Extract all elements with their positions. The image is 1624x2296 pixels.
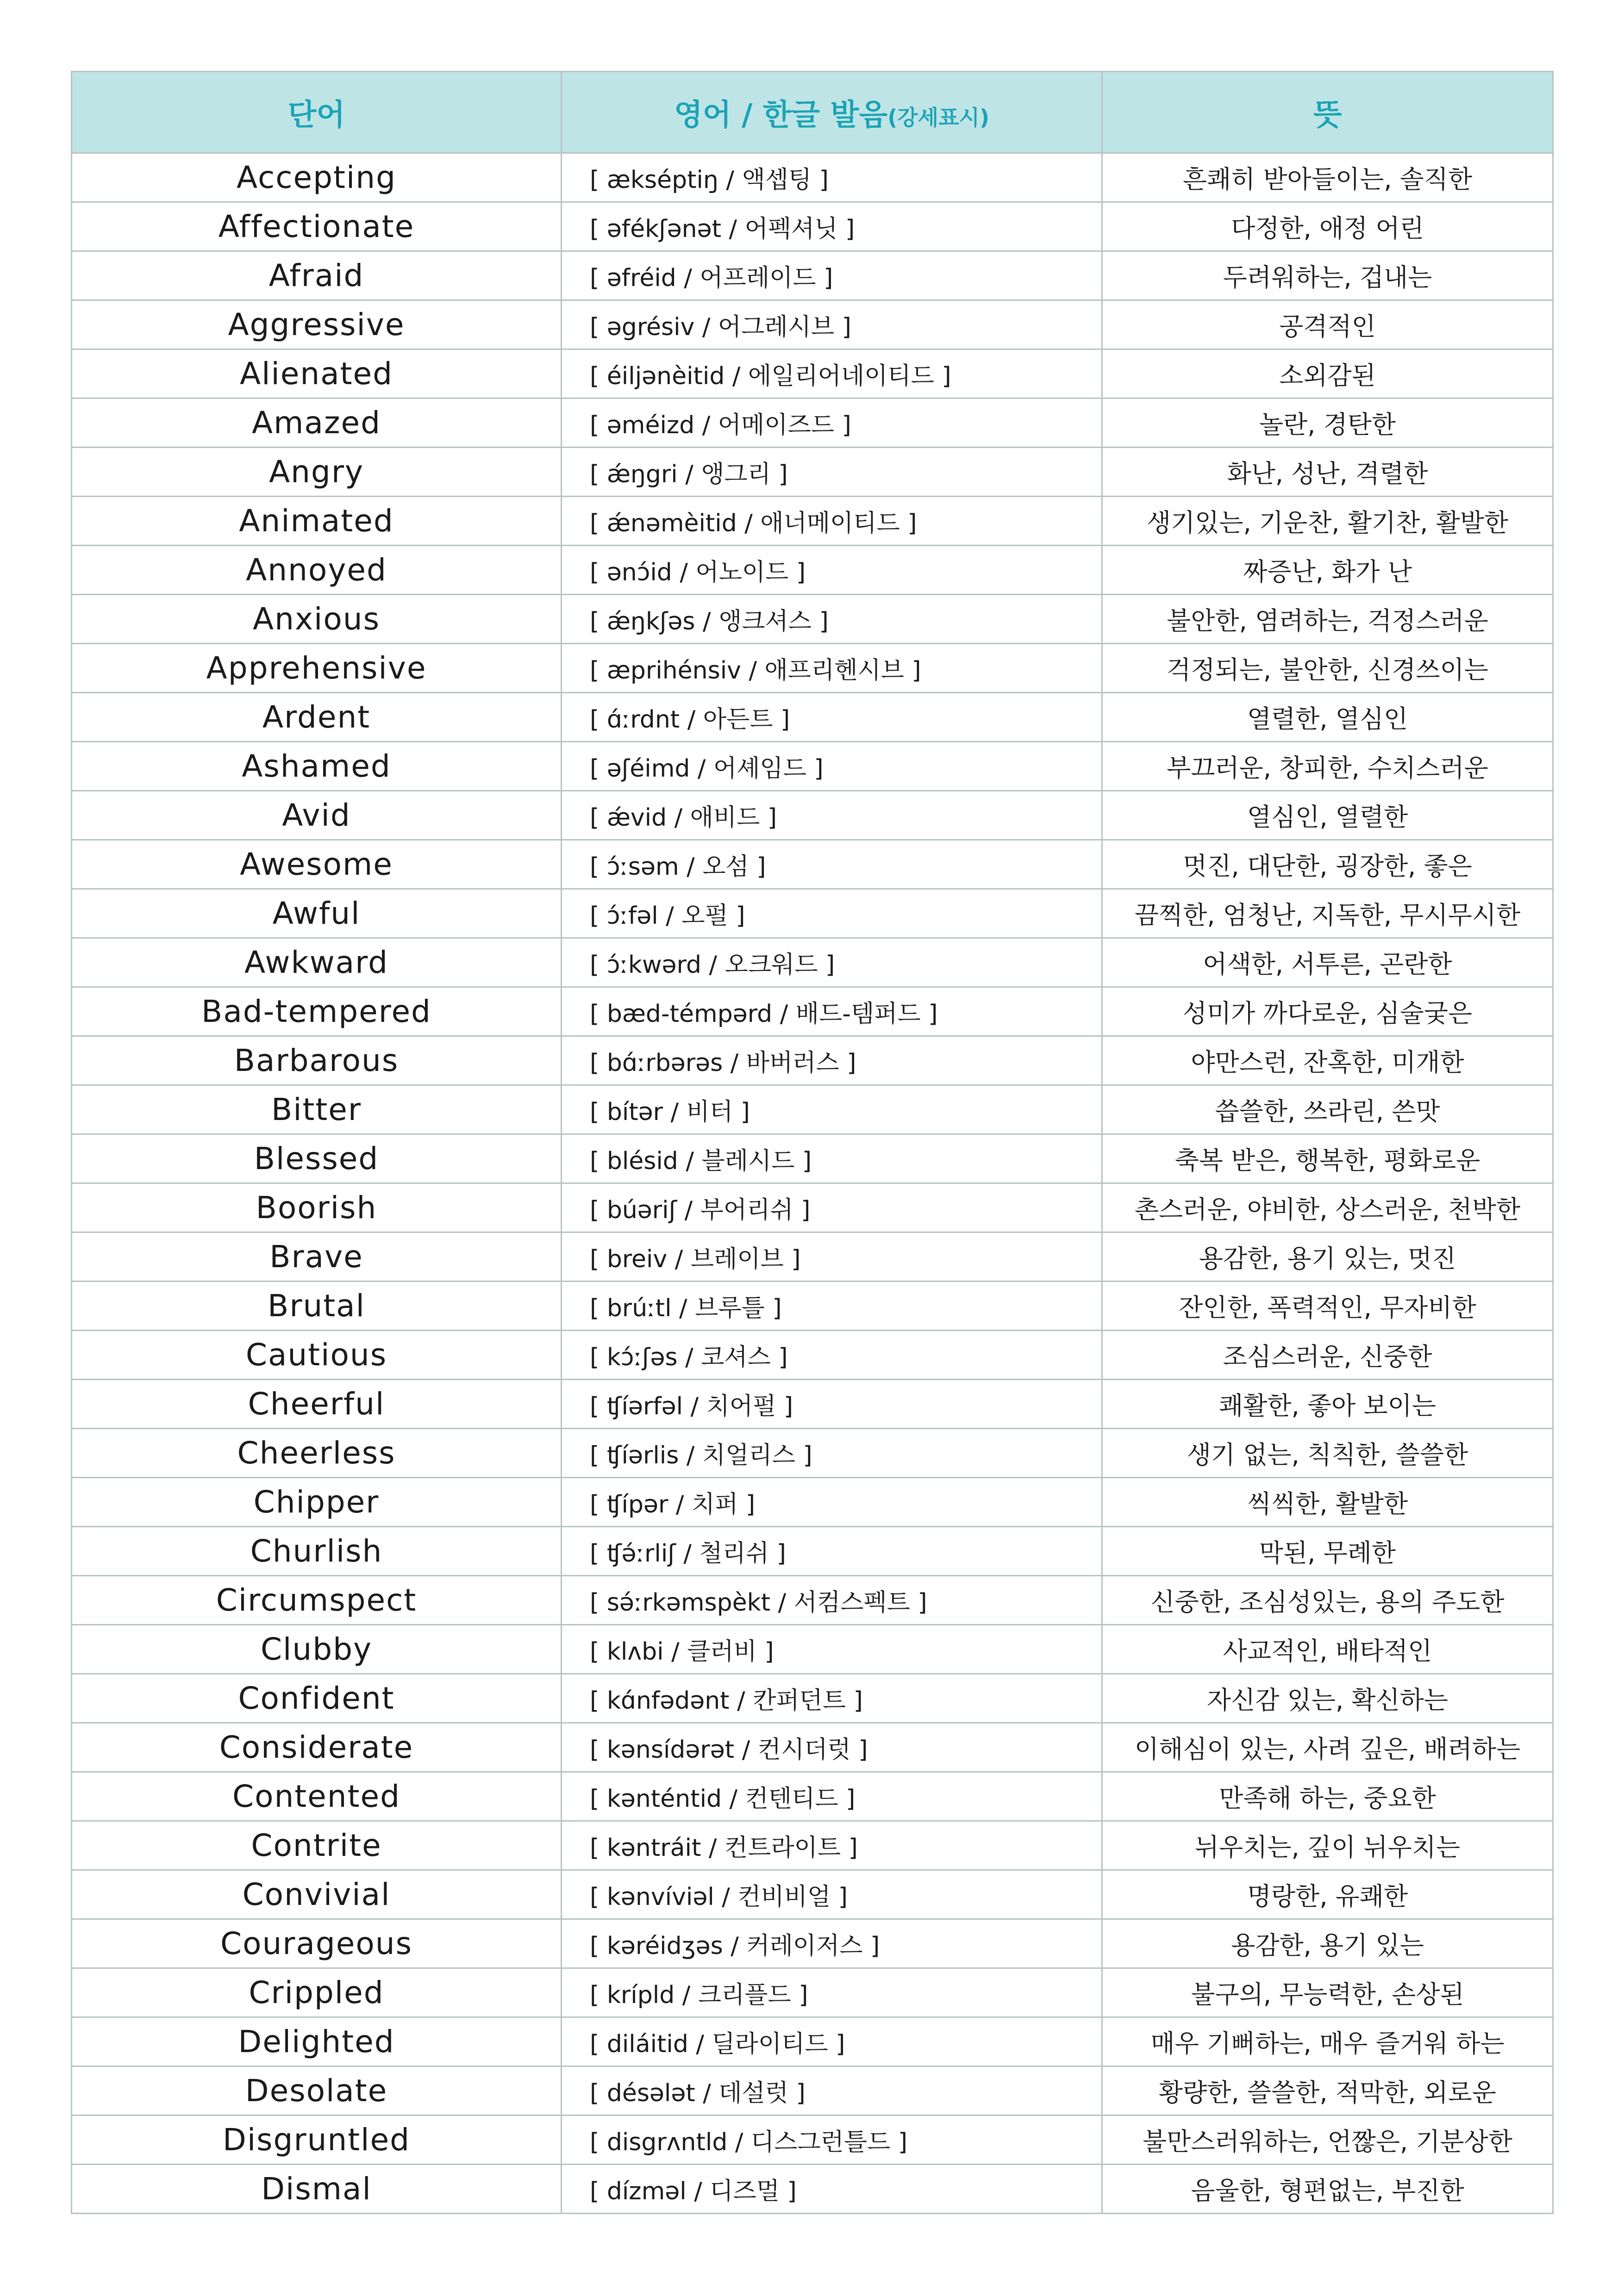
header-pronunciation bbox=[562, 72, 1102, 153]
word-cell: Angry bbox=[72, 448, 562, 497]
pronunciation-cell: [ ǽvid / 애비드 ] bbox=[562, 791, 1102, 840]
pronunciation-cell: [ ɑ́ːrdnt / 아든트 ] bbox=[562, 693, 1102, 742]
meaning-cell: 생기 없는, 칙칙한, 쓸쓸한 bbox=[1102, 1429, 1553, 1478]
word-cell: Considerate bbox=[72, 1723, 562, 1772]
meaning-cell: 화난, 성난, 격렬한 bbox=[1102, 448, 1553, 497]
meaning-cell: 씩씩한, 활발한 bbox=[1102, 1478, 1553, 1527]
meaning-cell: 촌스러운, 야비한, 상스러운, 천박한 bbox=[1102, 1183, 1553, 1232]
pronunciation-cell: [ ækséptiŋ / 액셉팅 ] bbox=[562, 153, 1102, 202]
table-row bbox=[72, 1429, 1553, 1478]
pronunciation-cell: [ əméizd / 어메이즈드 ] bbox=[562, 398, 1102, 448]
meaning-cell: 축복 받은, 행복한, 평화로운 bbox=[1102, 1134, 1553, 1183]
meaning-cell: 소외감된 bbox=[1102, 349, 1553, 398]
meaning-cell: 야만스런, 잔혹한, 미개한 bbox=[1102, 1036, 1553, 1085]
pronunciation-cell: [ kənvíviəl / 컨비비얼 ] bbox=[562, 1870, 1102, 1919]
pronunciation-cell: [ əfréid / 어프레이드 ] bbox=[562, 251, 1102, 300]
word-cell: Brutal bbox=[72, 1282, 562, 1331]
word-cell: Awkward bbox=[72, 938, 562, 987]
word-cell: Accepting bbox=[72, 153, 562, 202]
word-cell: Cautious bbox=[72, 1331, 562, 1380]
word-cell: Barbarous bbox=[72, 1036, 562, 1085]
pronunciation-cell: [ blésid / 블레시드 ] bbox=[562, 1134, 1102, 1183]
word-cell: Disgruntled bbox=[72, 2116, 562, 2165]
word-cell: Bitter bbox=[72, 1085, 562, 1134]
pronunciation-cell: [ krípld / 크리플드 ] bbox=[562, 1968, 1102, 2017]
word-cell: Crippled bbox=[72, 1968, 562, 2017]
word-cell: Alienated bbox=[72, 349, 562, 398]
pronunciation-cell: [ bɑ́ːrbərəs / 바버러스 ] bbox=[562, 1036, 1102, 1085]
meaning-cell: 막된, 무례한 bbox=[1102, 1527, 1553, 1576]
meaning-cell: 열심인, 열렬한 bbox=[1102, 791, 1553, 840]
pronunciation-cell: [ kəréidʒəs / 커레이저스 ] bbox=[562, 1919, 1102, 1968]
pronunciation-cell: [ əfékʃənət / 어펙셔닛 ] bbox=[562, 202, 1102, 251]
table-row bbox=[72, 938, 1553, 987]
pronunciation-cell: [ búəriʃ / 부어리쉬 ] bbox=[562, 1183, 1102, 1232]
word-cell: Apprehensive bbox=[72, 644, 562, 693]
table-row bbox=[72, 2066, 1553, 2116]
meaning-cell: 잔인한, 폭력적인, 무자비한 bbox=[1102, 1282, 1553, 1331]
table-row bbox=[72, 1036, 1553, 1085]
word-cell: Cheerless bbox=[72, 1429, 562, 1478]
meaning-cell: 공격적인 bbox=[1102, 300, 1553, 349]
table-row bbox=[72, 251, 1553, 300]
meaning-cell: 이해심이 있는, 사려 깊은, 배려하는 bbox=[1102, 1723, 1553, 1772]
word-cell: Contrite bbox=[72, 1821, 562, 1870]
word-cell: Dismal bbox=[72, 2165, 562, 2214]
table-row bbox=[72, 153, 1553, 202]
table-row bbox=[72, 1968, 1553, 2017]
pronunciation-cell: [ ǽnəmèitid / 애너메이티드 ] bbox=[562, 497, 1102, 546]
table-row bbox=[72, 448, 1553, 497]
meaning-cell: 황량한, 쓸쓸한, 적막한, 외로운 bbox=[1102, 2066, 1553, 2116]
word-cell: Brave bbox=[72, 1232, 562, 1282]
table-row bbox=[72, 2017, 1553, 2066]
table-row bbox=[72, 742, 1553, 791]
table-row bbox=[72, 644, 1553, 693]
pronunciation-cell: [ ʧíərfəl / 치어펄 ] bbox=[562, 1380, 1102, 1429]
pronunciation-cell: [ dízməl / 디즈멀 ] bbox=[562, 2165, 1102, 2214]
table-row bbox=[72, 1772, 1553, 1821]
meaning-cell: 놀란, 경탄한 bbox=[1102, 398, 1553, 448]
table-row bbox=[72, 1183, 1553, 1232]
word-cell: Boorish bbox=[72, 1183, 562, 1232]
meaning-cell: 성미가 까다로운, 심술궂은 bbox=[1102, 987, 1553, 1036]
meaning-cell: 신중한, 조심성있는, 용의 주도한 bbox=[1102, 1576, 1553, 1625]
word-cell: Ardent bbox=[72, 693, 562, 742]
header-pronunciation-main: 영어 / 한글 발음 bbox=[674, 98, 888, 132]
table-row bbox=[72, 546, 1553, 595]
table-row bbox=[72, 1085, 1553, 1134]
table-row bbox=[72, 1282, 1553, 1331]
word-cell: Churlish bbox=[72, 1527, 562, 1576]
meaning-cell: 흔쾌히 받아들이는, 솔직한 bbox=[1102, 153, 1553, 202]
table-row bbox=[72, 1625, 1553, 1674]
table-row bbox=[72, 2116, 1553, 2165]
table-row bbox=[72, 889, 1553, 938]
pronunciation-cell: [ sə́ːrkəmspèkt / 서컴스펙트 ] bbox=[562, 1576, 1102, 1625]
word-cell: Delighted bbox=[72, 2017, 562, 2066]
pronunciation-cell: [ ʧə́ːrliʃ / 철리쉬 ] bbox=[562, 1527, 1102, 1576]
word-cell: Afraid bbox=[72, 251, 562, 300]
word-cell: Aggressive bbox=[72, 300, 562, 349]
header-pronunciation-sub: (강세표시) bbox=[887, 105, 989, 130]
table-row bbox=[72, 300, 1553, 349]
pronunciation-cell: [ ʧípər / 치퍼 ] bbox=[562, 1478, 1102, 1527]
pronunciation-cell: [ breiv / 브레이브 ] bbox=[562, 1232, 1102, 1282]
table-row bbox=[72, 1232, 1553, 1282]
word-cell: Ashamed bbox=[72, 742, 562, 791]
table-row bbox=[72, 1919, 1553, 1968]
table-row bbox=[72, 1331, 1553, 1380]
table-row bbox=[72, 987, 1553, 1036]
word-cell: Chipper bbox=[72, 1478, 562, 1527]
meaning-cell: 사교적인, 배타적인 bbox=[1102, 1625, 1553, 1674]
meaning-cell: 끔찍한, 엄청난, 지독한, 무시무시한 bbox=[1102, 889, 1553, 938]
pronunciation-cell: [ ʧíərlis / 치얼리스 ] bbox=[562, 1429, 1102, 1478]
meaning-cell: 만족해 하는, 중요한 bbox=[1102, 1772, 1553, 1821]
meaning-cell: 멋진, 대단한, 굉장한, 좋은 bbox=[1102, 840, 1553, 889]
word-cell: Convivial bbox=[72, 1870, 562, 1919]
pronunciation-cell: [ disgrʌntld / 디스그런틀드 ] bbox=[562, 2116, 1102, 2165]
meaning-cell: 열렬한, 열심인 bbox=[1102, 693, 1553, 742]
word-cell: Amazed bbox=[72, 398, 562, 448]
table-row bbox=[72, 840, 1553, 889]
table-row bbox=[72, 791, 1553, 840]
pronunciation-cell: [ bítər / 비터 ] bbox=[562, 1085, 1102, 1134]
meaning-cell: 음울한, 형편없는, 부진한 bbox=[1102, 2165, 1553, 2214]
table-row bbox=[72, 693, 1553, 742]
word-cell: Courageous bbox=[72, 1919, 562, 1968]
meaning-cell: 쾌활한, 좋아 보이는 bbox=[1102, 1380, 1553, 1429]
meaning-cell: 뉘우치는, 깊이 뉘우치는 bbox=[1102, 1821, 1553, 1870]
vocabulary-sheet bbox=[71, 71, 1552, 2214]
word-cell: Annoyed bbox=[72, 546, 562, 595]
pronunciation-cell: [ kɑ́nfədənt / 칸퍼던트 ] bbox=[562, 1674, 1102, 1723]
meaning-cell: 어색한, 서투른, 곤란한 bbox=[1102, 938, 1553, 987]
meaning-cell: 조심스러운, 신중한 bbox=[1102, 1331, 1553, 1380]
pronunciation-cell: [ əgrésiv / 어그레시브 ] bbox=[562, 300, 1102, 349]
table-row bbox=[72, 1674, 1553, 1723]
word-cell: Circumspect bbox=[72, 1576, 562, 1625]
meaning-cell: 생기있는, 기운찬, 활기찬, 활발한 bbox=[1102, 497, 1553, 546]
header-row bbox=[72, 72, 1553, 153]
pronunciation-cell: [ désələt / 데설럿 ] bbox=[562, 2066, 1102, 2116]
pronunciation-cell: [ diláitid / 딜라이티드 ] bbox=[562, 2017, 1102, 2066]
table-row bbox=[72, 497, 1553, 546]
word-cell: Cheerful bbox=[72, 1380, 562, 1429]
meaning-cell: 부끄러운, 창피한, 수치스러운 bbox=[1102, 742, 1553, 791]
meaning-cell: 두려워하는, 겁내는 bbox=[1102, 251, 1553, 300]
pronunciation-cell: [ ɔ́ːfəl / 오펄 ] bbox=[562, 889, 1102, 938]
pronunciation-cell: [ ǽŋkʃəs / 앵크셔스 ] bbox=[562, 595, 1102, 644]
pronunciation-cell: [ bæd-témpərd / 배드-템퍼드 ] bbox=[562, 987, 1102, 1036]
meaning-cell: 불구의, 무능력한, 손상된 bbox=[1102, 1968, 1553, 2017]
word-cell: Awful bbox=[72, 889, 562, 938]
header-meaning: 뜻 bbox=[1102, 72, 1553, 153]
meaning-cell: 매우 기뻐하는, 매우 즐거워 하는 bbox=[1102, 2017, 1553, 2066]
word-cell: Affectionate bbox=[72, 202, 562, 251]
pronunciation-cell: [ ɔ́ːsəm / 오섬 ] bbox=[562, 840, 1102, 889]
pronunciation-cell: [ əʃéimd / 어셰임드 ] bbox=[562, 742, 1102, 791]
meaning-cell: 용감한, 용기 있는 bbox=[1102, 1919, 1553, 1968]
pronunciation-cell: [ kɔ́ːʃəs / 코셔스 ] bbox=[562, 1331, 1102, 1380]
word-cell: Desolate bbox=[72, 2066, 562, 2116]
word-cell: Avid bbox=[72, 791, 562, 840]
meaning-cell: 씁쓸한, 쓰라린, 쓴맛 bbox=[1102, 1085, 1553, 1134]
pronunciation-cell: [ éiljənèitid / 에일리어네이티드 ] bbox=[562, 349, 1102, 398]
table-row bbox=[72, 1576, 1553, 1625]
meaning-cell: 다정한, 애정 어린 bbox=[1102, 202, 1553, 251]
table-row bbox=[72, 1478, 1553, 1527]
pronunciation-cell: [ ənɔ́id / 어노이드 ] bbox=[562, 546, 1102, 595]
table-row bbox=[72, 1821, 1553, 1870]
word-cell: Clubby bbox=[72, 1625, 562, 1674]
table-row bbox=[72, 1870, 1553, 1919]
meaning-cell: 용감한, 용기 있는, 멋진 bbox=[1102, 1232, 1553, 1282]
word-cell: Anxious bbox=[72, 595, 562, 644]
table-row bbox=[72, 1723, 1553, 1772]
vocabulary-table bbox=[71, 71, 1554, 2214]
pronunciation-cell: [ brúːtl / 브루틀 ] bbox=[562, 1282, 1102, 1331]
meaning-cell: 걱정되는, 불안한, 신경쓰이는 bbox=[1102, 644, 1553, 693]
word-cell: Awesome bbox=[72, 840, 562, 889]
meaning-cell: 명랑한, 유쾌한 bbox=[1102, 1870, 1553, 1919]
word-cell: Blessed bbox=[72, 1134, 562, 1183]
pronunciation-cell: [ kəntráit / 컨트라이트 ] bbox=[562, 1821, 1102, 1870]
table-row bbox=[72, 349, 1553, 398]
word-cell: Animated bbox=[72, 497, 562, 546]
table-row bbox=[72, 1527, 1553, 1576]
meaning-cell: 짜증난, 화가 난 bbox=[1102, 546, 1553, 595]
table-row bbox=[72, 1134, 1553, 1183]
table-row bbox=[72, 2165, 1553, 2214]
pronunciation-cell: [ æprihénsiv / 애프리헨시브 ] bbox=[562, 644, 1102, 693]
table-row bbox=[72, 398, 1553, 448]
word-cell: Contented bbox=[72, 1772, 562, 1821]
pronunciation-cell: [ ǽŋgri / 앵그리 ] bbox=[562, 448, 1102, 497]
word-cell: Confident bbox=[72, 1674, 562, 1723]
table-row bbox=[72, 1380, 1553, 1429]
pronunciation-cell: [ ɔ́ːkwərd / 오크워드 ] bbox=[562, 938, 1102, 987]
table-row bbox=[72, 595, 1553, 644]
pronunciation-cell: [ klʌbi / 클러비 ] bbox=[562, 1625, 1102, 1674]
header-word: 단어 bbox=[72, 72, 562, 153]
table-row bbox=[72, 202, 1553, 251]
meaning-cell: 불만스러워하는, 언짢은, 기분상한 bbox=[1102, 2116, 1553, 2165]
pronunciation-cell: [ kənténtid / 컨텐티드 ] bbox=[562, 1772, 1102, 1821]
meaning-cell: 불안한, 염려하는, 걱정스러운 bbox=[1102, 595, 1553, 644]
pronunciation-cell: [ kənsídərət / 컨시더럿 ] bbox=[562, 1723, 1102, 1772]
meaning-cell: 자신감 있는, 확신하는 bbox=[1102, 1674, 1553, 1723]
word-cell: Bad-tempered bbox=[72, 987, 562, 1036]
